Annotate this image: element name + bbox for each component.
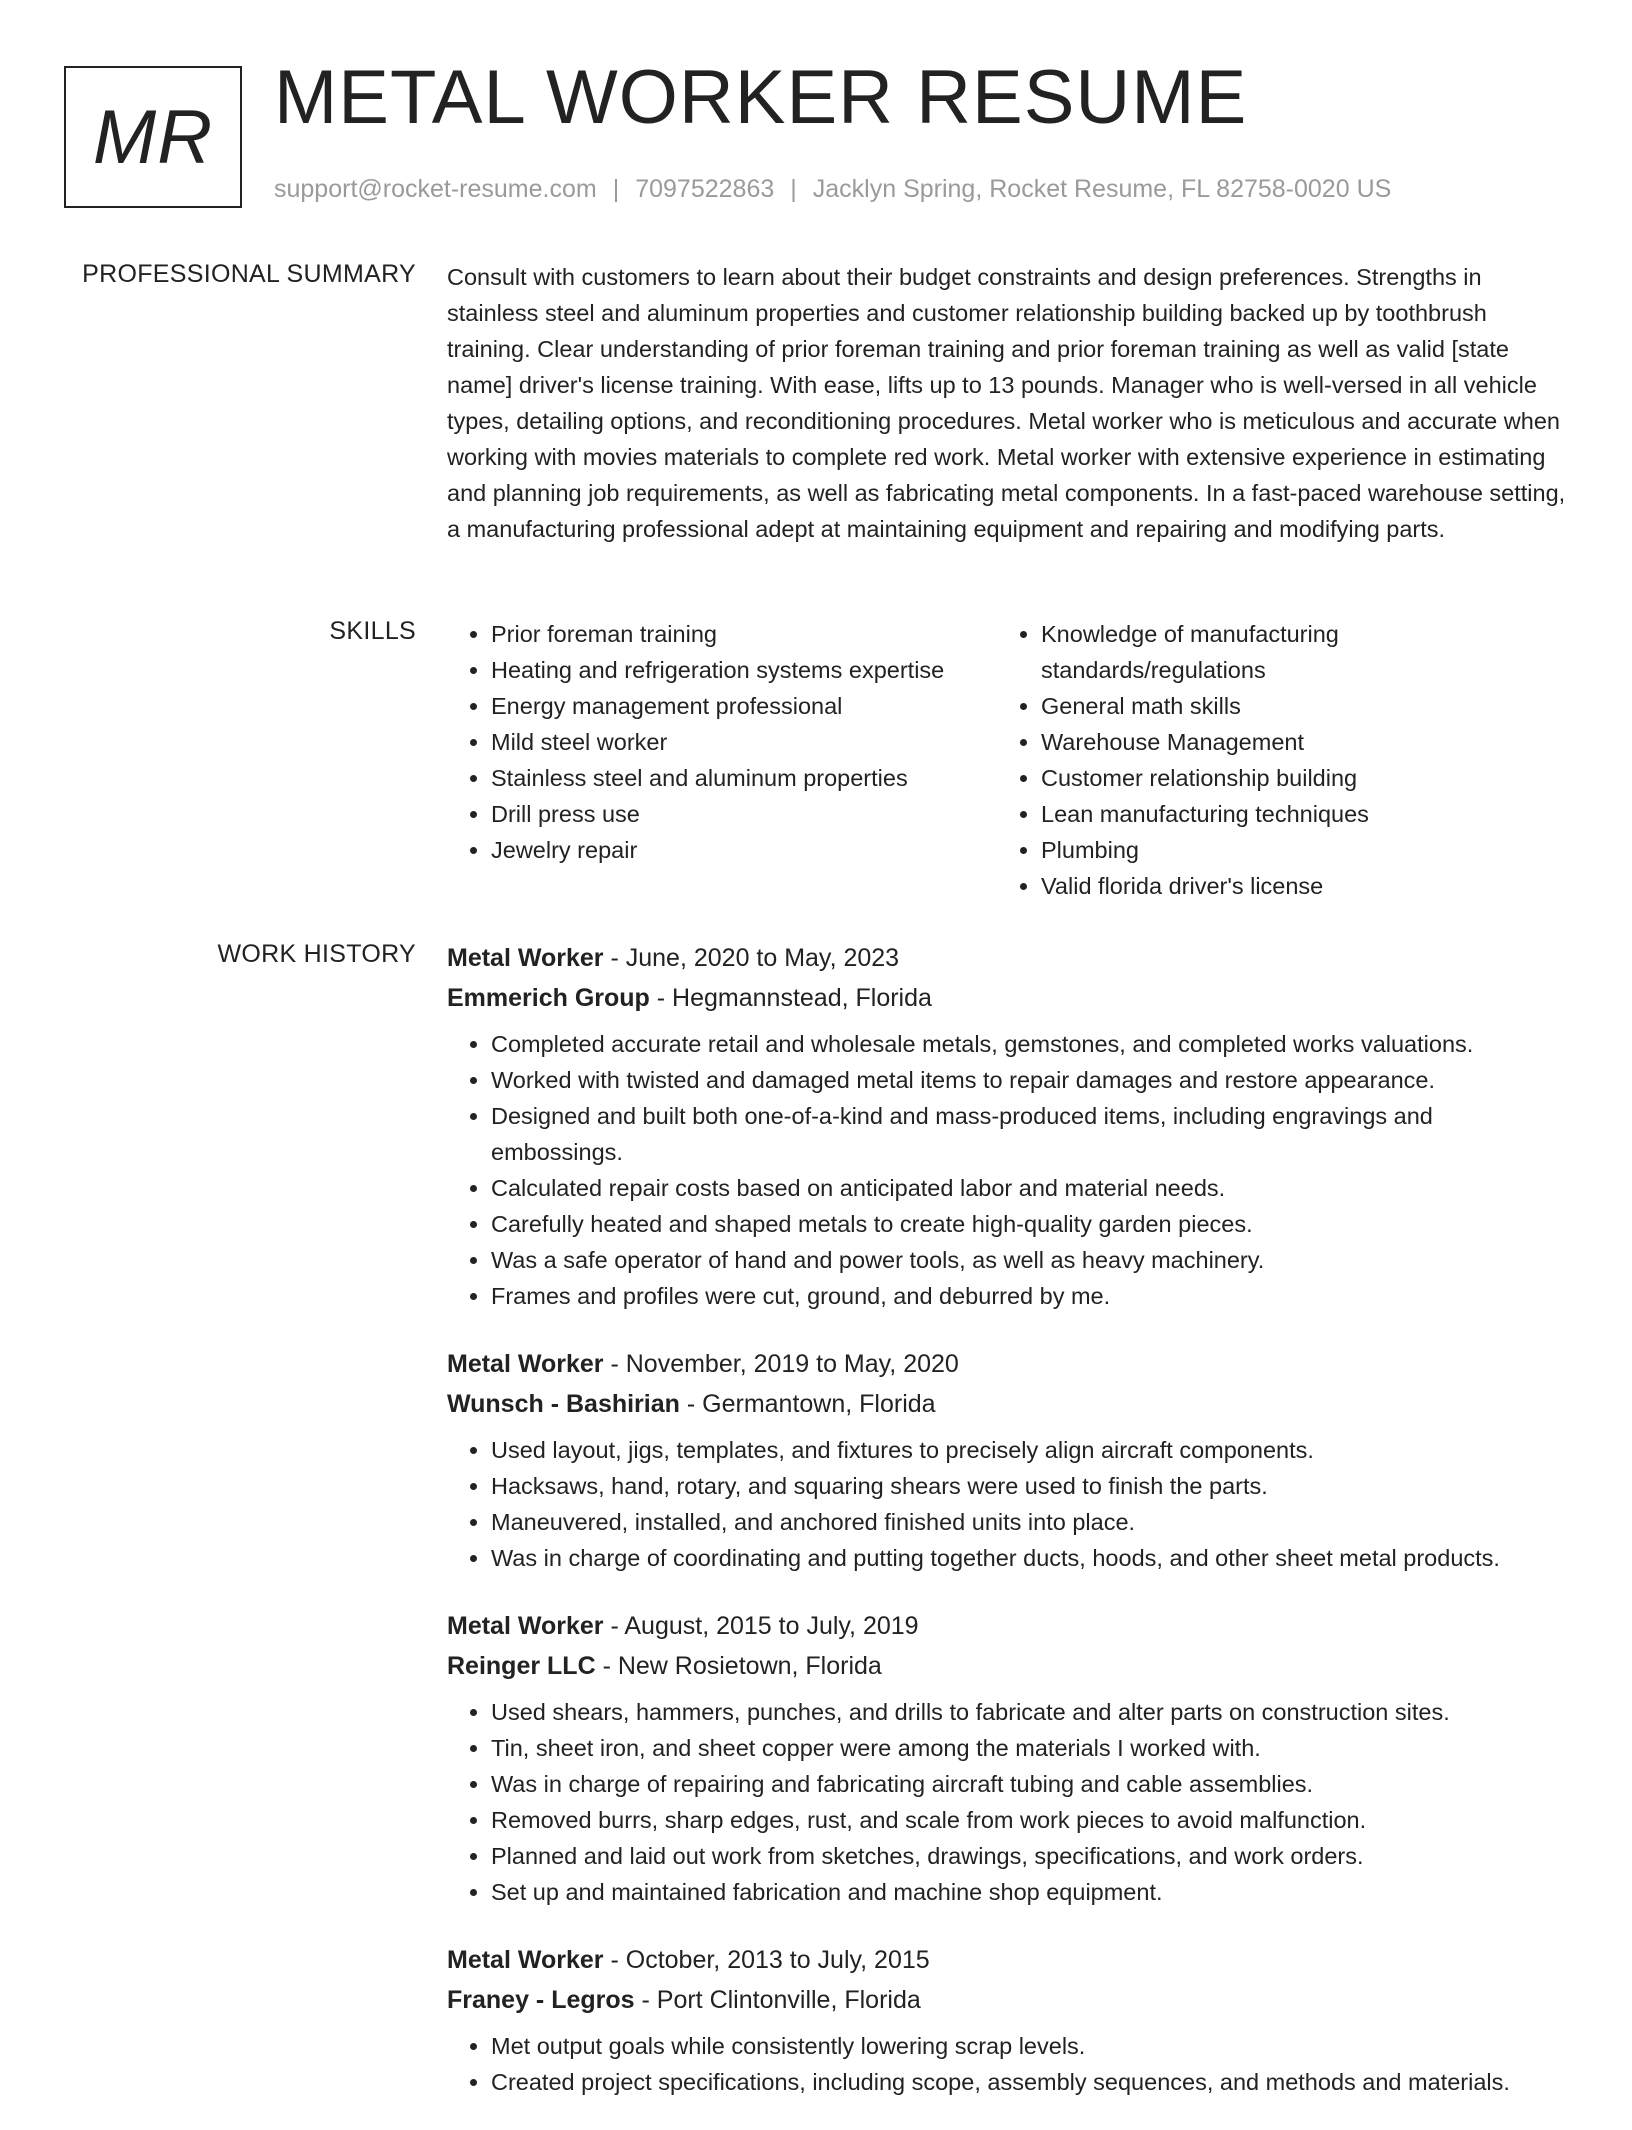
skill-item: • Valid florida driver's license bbox=[1041, 868, 1547, 904]
job-company-line bbox=[447, 1646, 1567, 1686]
job-role: Metal Worker bbox=[447, 1946, 604, 1974]
job-title-line bbox=[447, 938, 1567, 978]
skills-column-left bbox=[447, 616, 997, 904]
skill-item: • Mild steel worker bbox=[491, 724, 997, 760]
skills-list-left bbox=[447, 616, 997, 868]
job-duties-list bbox=[447, 2028, 1567, 2100]
summary-text: Consult with customers to learn about their budget constraints and design preferences. Strengths in stainless steel and aluminum properties and customer relationship building backed up by toothbrush training. Clear understanding of prior foreman training and prior foreman training as well as valid [state name] driver's license training. With ease, lifts up to 13 pounds. Manager who is well-versed in all vehicle types, detailing options, and reconditioning procedures. Metal worker who is meticulous and accurate when working with movies materials to complete red work. Metal worker with extensive experience in estimating and planning job requirements, as well as fabricating metal components. In a fast-paced warehouse setting, a manufacturing professional adept at maintaining equipment and repairing and modifying parts. bbox=[447, 264, 1566, 542]
job-duty-item: • Used shears, hammers, punches, and drills to fabricate and alter parts on construction sites. bbox=[491, 1694, 1567, 1730]
job-role: Metal Worker bbox=[447, 1350, 604, 1378]
job-duty-item: • Planned and laid out work from sketches, drawings, specifications, and work orders. bbox=[491, 1838, 1567, 1874]
skill-item: • Prior foreman training bbox=[491, 616, 997, 652]
summary-heading: PROFESSIONAL SUMMARY bbox=[82, 260, 416, 288]
skills-heading: SKILLS bbox=[329, 617, 416, 645]
skill-item: • Warehouse Management bbox=[1041, 724, 1547, 760]
job-duty-item: • Was in charge of coordinating and putting together ducts, hoods, and other sheet metal products. bbox=[491, 1540, 1567, 1576]
skill-item: • Jewelry repair bbox=[491, 832, 997, 868]
job-duty-item: • Frames and profiles were cut, ground, and deburred by me. bbox=[491, 1278, 1567, 1314]
job-duty-item: • Tin, sheet iron, and sheet copper were among the materials I worked with. bbox=[491, 1730, 1567, 1766]
job-dates: - November, 2019 to May, 2020 bbox=[603, 1350, 959, 1378]
contact-address: Jacklyn Spring, Rocket Resume, FL 82758-0020 US bbox=[812, 175, 1392, 203]
skill-item: • Lean manufacturing techniques bbox=[1041, 796, 1547, 832]
contact-separator: | bbox=[790, 175, 797, 203]
job-dates: - October, 2013 to July, 2015 bbox=[603, 1946, 930, 1974]
job-location: - Hegmannstead, Florida bbox=[649, 984, 932, 1012]
job-duty-item: • Worked with twisted and damaged metal items to repair damages and restore appearance. bbox=[491, 1062, 1567, 1098]
job-duty-item: • Set up and maintained fabrication and machine shop equipment. bbox=[491, 1874, 1567, 1910]
summary-body bbox=[447, 259, 1567, 547]
job-entry bbox=[447, 1606, 1567, 1910]
job-duty-item: • Removed burrs, sharp edges, rust, and scale from work pieces to avoid malfunction. bbox=[491, 1802, 1567, 1838]
job-entry bbox=[447, 938, 1567, 1314]
work-body bbox=[447, 938, 1567, 2130]
job-company-line bbox=[447, 1980, 1567, 2020]
job-title-line bbox=[447, 1344, 1567, 1384]
job-duties-list bbox=[447, 1694, 1567, 1910]
job-title-line bbox=[447, 1606, 1567, 1646]
skill-item: • Customer relationship building bbox=[1041, 760, 1547, 796]
job-company: Emmerich Group bbox=[447, 984, 650, 1012]
work-heading: WORK HISTORY bbox=[217, 940, 416, 968]
contact-email: support@rocket-resume.com bbox=[274, 175, 597, 203]
job-title-line bbox=[447, 1940, 1567, 1980]
skill-item: • Heating and refrigeration systems expertise bbox=[491, 652, 997, 688]
job-duty-item: • Designed and built both one-of-a-kind and mass-produced items, including engravings and embossings. bbox=[491, 1098, 1567, 1170]
skill-item: • Stainless steel and aluminum properties bbox=[491, 760, 997, 796]
skills-columns bbox=[447, 616, 1567, 904]
job-duties-list bbox=[447, 1432, 1567, 1576]
job-role: Metal Worker bbox=[447, 944, 604, 972]
job-role: Metal Worker bbox=[447, 1612, 604, 1640]
contact-phone: 7097522863 bbox=[635, 175, 775, 203]
skills-list-right bbox=[997, 616, 1547, 904]
job-duty-item: • Calculated repair costs based on anticipated labor and material needs. bbox=[491, 1170, 1567, 1206]
job-duty-item: • Created project specifications, including scope, assembly sequences, and methods and materials. bbox=[491, 2064, 1567, 2100]
skill-item: • General math skills bbox=[1041, 688, 1547, 724]
job-company: Wunsch - Bashirian bbox=[447, 1390, 680, 1418]
monogram-logo: MR bbox=[64, 66, 242, 208]
job-duty-item: • Hacksaws, hand, rotary, and squaring shears were used to finish the parts. bbox=[491, 1468, 1567, 1504]
job-duty-item: • Met output goals while consistently lowering scrap levels. bbox=[491, 2028, 1567, 2064]
skill-item: • Energy management professional bbox=[491, 688, 997, 724]
job-location: - Port Clintonville, Florida bbox=[634, 1986, 921, 2014]
job-company-line bbox=[447, 978, 1567, 1018]
job-company: Reinger LLC bbox=[447, 1652, 596, 1680]
job-company-line bbox=[447, 1384, 1567, 1424]
job-entry bbox=[447, 1344, 1567, 1576]
skills-body bbox=[447, 616, 1567, 904]
skill-item: • Drill press use bbox=[491, 796, 997, 832]
job-dates: - June, 2020 to May, 2023 bbox=[603, 944, 900, 972]
skills-column-right bbox=[997, 616, 1547, 904]
job-duty-item: • Carefully heated and shaped metals to create high-quality garden pieces. bbox=[491, 1206, 1567, 1242]
job-location: - Germantown, Florida bbox=[679, 1390, 936, 1418]
job-duty-item: • Was in charge of repairing and fabricating aircraft tubing and cable assemblies. bbox=[491, 1766, 1567, 1802]
job-location: - New Rosietown, Florida bbox=[595, 1652, 882, 1680]
job-duty-item: • Completed accurate retail and wholesale metals, gemstones, and completed works valuations. bbox=[491, 1026, 1567, 1062]
job-duty-item: • Used layout, jigs, templates, and fixtures to precisely align aircraft components. bbox=[491, 1432, 1567, 1468]
job-duties-list bbox=[447, 1026, 1567, 1314]
contact-separator: | bbox=[612, 175, 620, 203]
skill-item: • Plumbing bbox=[1041, 832, 1547, 868]
job-duty-item: • Maneuvered, installed, and anchored finished units into place. bbox=[491, 1504, 1567, 1540]
resume-title: METAL WORKER RESUME bbox=[274, 55, 1248, 140]
skill-item: • Knowledge of manufacturing standards/regulations bbox=[1041, 616, 1547, 688]
job-entry bbox=[447, 1940, 1567, 2100]
job-dates: - August, 2015 to July, 2019 bbox=[603, 1612, 919, 1640]
contact-line bbox=[274, 175, 1391, 204]
job-company: Franey - Legros bbox=[447, 1986, 635, 2014]
job-duty-item: • Was a safe operator of hand and power tools, as well as heavy machinery. bbox=[491, 1242, 1567, 1278]
